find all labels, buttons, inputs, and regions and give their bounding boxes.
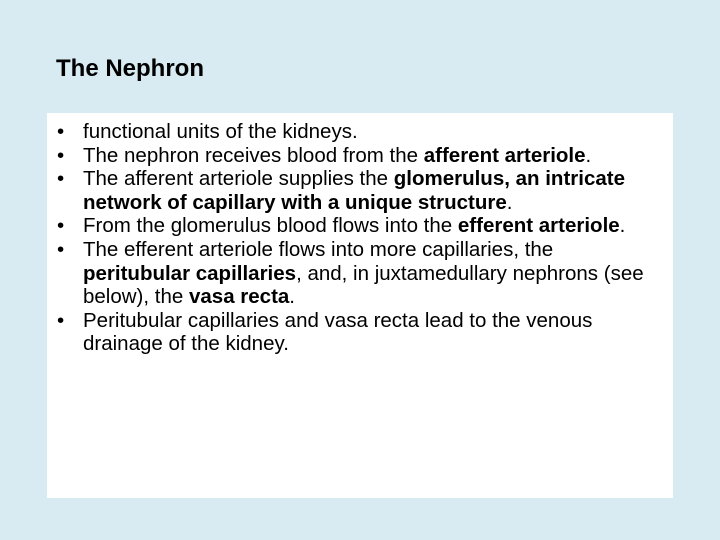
bullet-item: [47, 214, 647, 238]
bold-term: afferent arteriole: [423, 143, 586, 167]
bold-term: glomerulus, an intricate network of capillary with a unique structure: [83, 167, 625, 214]
bullet-text: functional units of the kidneys.: [83, 120, 358, 143]
bullet-text: The nephron receives blood from the: [83, 143, 424, 167]
bullet-item: [47, 309, 647, 356]
bullet-text: .: [289, 285, 295, 309]
bullet-dot-icon: •: [57, 143, 65, 167]
bullet-dot-icon: •: [57, 237, 65, 261]
bullet-dot-icon: •: [57, 167, 65, 191]
bold-term: peritubular capillaries: [83, 261, 297, 285]
bullet-dot-icon: •: [57, 214, 65, 238]
bullet-text: The afferent arteriole supplies the: [83, 167, 394, 191]
slide-title: The Nephron: [56, 55, 204, 82]
bullet-text: From the glomerulus blood flows into the: [83, 214, 458, 238]
bullet-item: [47, 120, 647, 144]
bullet-list: [47, 120, 647, 356]
bold-term: vasa recta: [188, 285, 290, 309]
bullet-item: [47, 167, 647, 214]
bullet-text: .: [506, 190, 513, 214]
bullet-dot-icon: •: [57, 120, 65, 143]
bold-term: efferent arteriole: [457, 214, 620, 238]
bullet-item: [47, 144, 647, 168]
content-box: [47, 113, 673, 498]
bullet-text: The efferent arteriole flows into more capillaries, the: [83, 237, 554, 261]
bullet-item: [47, 238, 647, 309]
bullet-text: .: [619, 214, 626, 238]
bullet-text: Peritubular capillaries and vasa recta lead to the venous drainage of the kidney.: [83, 308, 593, 356]
bullet-dot-icon: •: [57, 308, 65, 332]
bullet-text: , and, in juxtamedullary nephrons (see below), the: [83, 261, 644, 309]
bullet-text: .: [585, 143, 592, 167]
